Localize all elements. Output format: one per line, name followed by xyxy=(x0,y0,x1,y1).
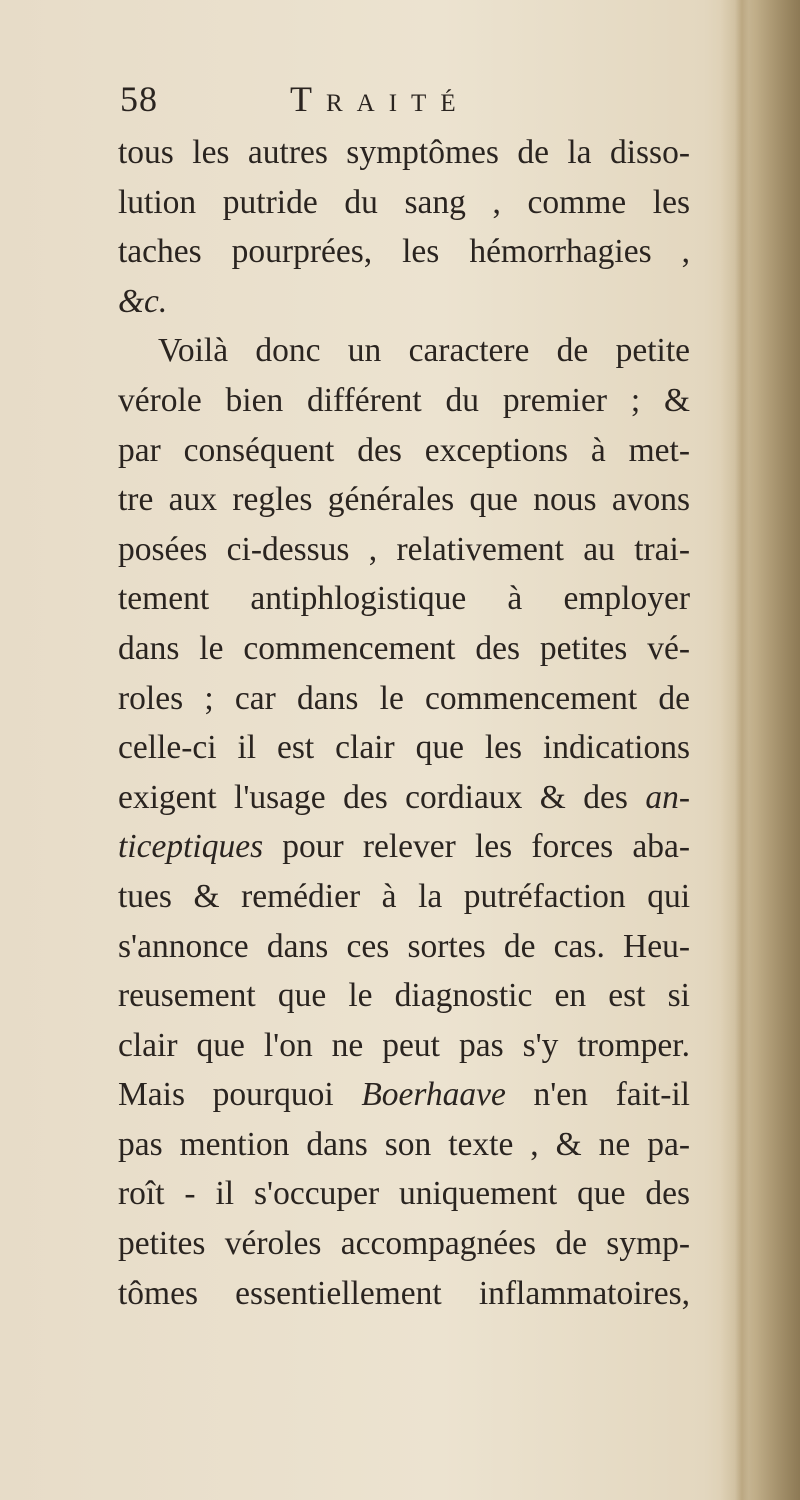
text-segment: exigent l'usage des cordiaux & des xyxy=(118,778,646,816)
text-line: reusement que le diagnostic en est si xyxy=(118,977,690,1015)
text-line: pas mention dans son texte , & ne pa- xyxy=(118,1125,690,1163)
text-segment: n'en fait-il xyxy=(505,1076,690,1114)
page-edge xyxy=(720,0,800,1500)
text-line: dans le commencement des petites vé- xyxy=(118,629,690,667)
text-segment: Mais pourquoi xyxy=(118,1076,362,1114)
page-number: 58 xyxy=(120,79,158,119)
page-header xyxy=(120,78,680,128)
text-line: vérole bien différent du premier ; & xyxy=(118,381,690,419)
italic-word: ticeptiques xyxy=(118,828,264,866)
text-line: roît - il s'occuper uniquement que des xyxy=(118,1175,690,1213)
text-line: tre aux regles générales que nous avons xyxy=(118,481,690,519)
text-line: petites véroles accompagnées de symp- xyxy=(118,1225,690,1263)
text-line: posées ci-dessus , relativement au trai- xyxy=(118,530,690,568)
italic-name: Boerhaave xyxy=(361,1076,506,1114)
text-line: tômes essentiellement inflammatoires, xyxy=(118,1274,690,1312)
text-line: celle-ci il est clair que les indications xyxy=(118,729,690,767)
text-line: roles ; car dans le commencement de xyxy=(118,679,690,717)
text-line: lution putride du sang , comme les xyxy=(118,183,690,221)
running-head: Traité xyxy=(290,79,470,119)
text-line: taches pourprées, les hémorrhagies , xyxy=(118,233,690,271)
body-text xyxy=(118,128,690,1318)
text-line xyxy=(118,822,690,872)
text-segment: pour relever les forces aba- xyxy=(263,828,690,866)
text-line: &c. xyxy=(118,282,168,320)
text-line: par conséquent des exceptions à met- xyxy=(118,431,690,469)
italic-word: an- xyxy=(645,778,690,816)
text-line: Voilà donc un caractere de petite xyxy=(158,332,690,370)
text-line: s'annonce dans ces sortes de cas. Heu- xyxy=(118,927,690,965)
text-line xyxy=(118,1070,690,1120)
text-line: tement antiphlogistique à employer xyxy=(118,580,690,618)
text-line: clair que l'on ne peut pas s'y tromper. xyxy=(118,1026,690,1064)
text-line xyxy=(118,773,690,823)
text-line: tous les autres symptômes de la disso- xyxy=(118,134,690,171)
text-line: tues & remédier à la putréfaction qui xyxy=(118,877,690,915)
